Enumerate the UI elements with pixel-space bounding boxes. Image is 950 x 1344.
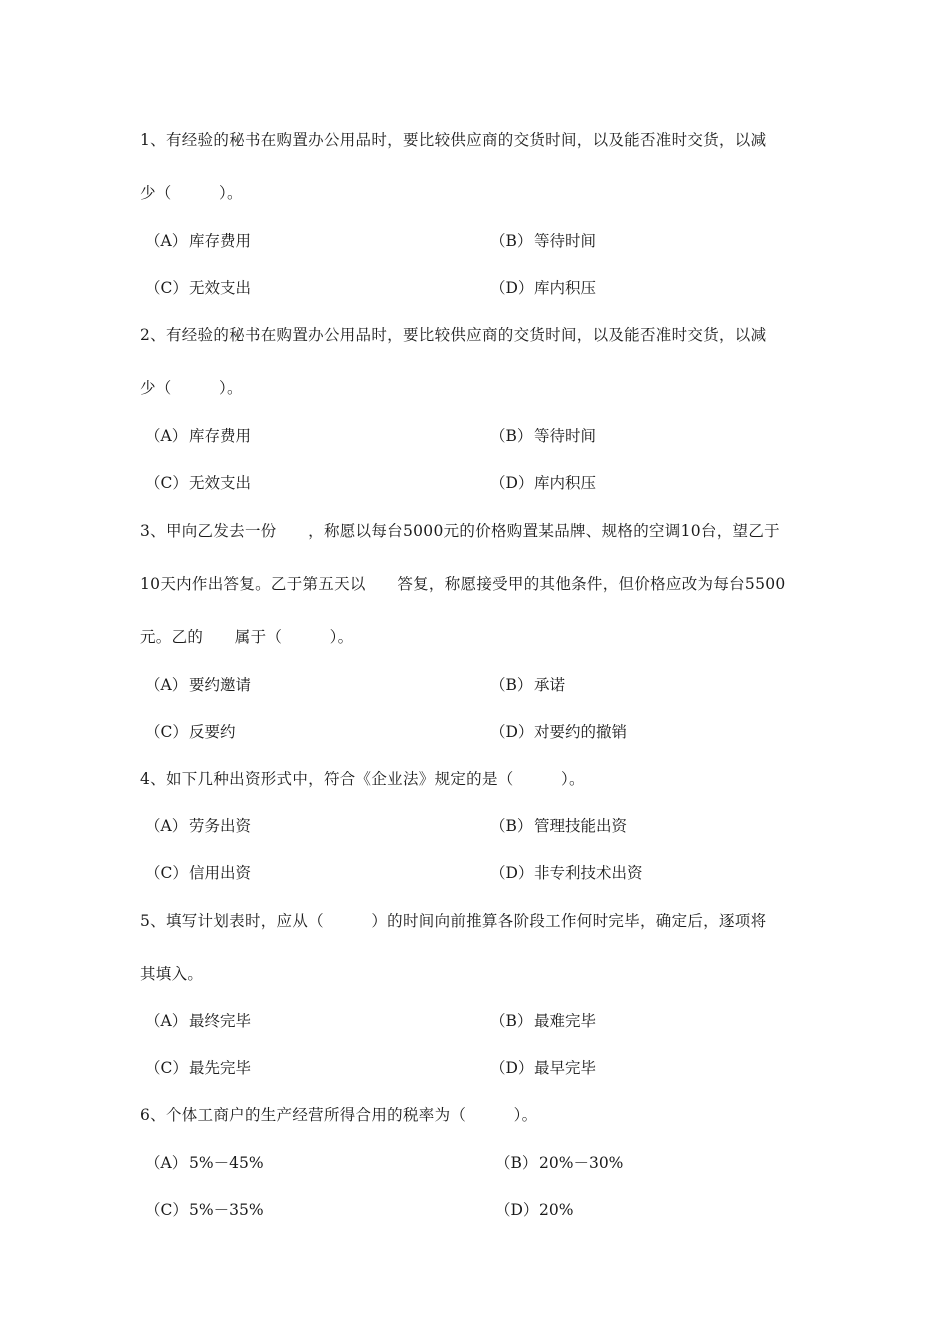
option-label: （D） xyxy=(490,723,534,741)
question-3-line-3: 元。乙的 属于（ ）。 xyxy=(140,628,354,646)
option-text: 无效支出 xyxy=(189,474,252,492)
question-3-option-a xyxy=(145,673,251,695)
option-label: （B） xyxy=(490,232,533,250)
question-6-option-d xyxy=(495,1198,573,1220)
option-label: （D） xyxy=(495,1201,539,1219)
question-2-option-b xyxy=(490,424,596,446)
question-6-option-a xyxy=(145,1151,264,1173)
option-label: （D） xyxy=(490,864,534,882)
question-4-line-1: 4、如下几种出资形式中，符合《企业法》规定的是（ ）。 xyxy=(140,770,585,788)
question-4-option-d xyxy=(490,861,643,883)
option-label: （B） xyxy=(490,676,533,694)
option-text: 库内积压 xyxy=(534,474,597,492)
question-5-option-c xyxy=(145,1056,251,1078)
option-label: （B） xyxy=(490,817,533,835)
option-text: 库内积压 xyxy=(534,279,597,297)
question-5-option-d xyxy=(490,1056,596,1078)
option-label: （B） xyxy=(490,427,533,445)
question-3-line-1: 3、甲向乙发去一份 ，称愿以每台5000元的价格购置某品牌、规格的空调10台，望乙于 xyxy=(140,522,780,540)
question-2-line-2: 少（ ）。 xyxy=(140,379,243,397)
question-1-line-1: 1、有经验的秘书在购置办公用品时，要比较供应商的交货时间，以及能否准时交货，以减 xyxy=(140,131,767,149)
option-text: 劳务出资 xyxy=(189,817,252,835)
question-4-option-a xyxy=(145,814,251,836)
question-5-line-2: 其填入。 xyxy=(140,965,204,983)
question-2-option-d xyxy=(490,471,596,493)
option-label: （B） xyxy=(490,1012,533,1030)
option-label: （C） xyxy=(145,723,188,741)
option-text: 20%－30% xyxy=(539,1154,624,1172)
question-5-option-a xyxy=(145,1009,251,1031)
question-6-line-1: 6、个体工商户的生产经营所得合用的税率为（ ）。 xyxy=(140,1106,538,1124)
question-2-option-c xyxy=(145,471,251,493)
option-label: （A） xyxy=(145,676,188,694)
option-text: 管理技能出资 xyxy=(534,817,628,835)
question-5-option-b xyxy=(490,1009,596,1031)
option-label: （C） xyxy=(145,1201,188,1219)
option-label: （C） xyxy=(145,279,188,297)
option-label: （C） xyxy=(145,1059,188,1077)
option-label: （A） xyxy=(145,1012,188,1030)
question-1-line-2: 少（ ）。 xyxy=(140,184,243,202)
option-text: 承诺 xyxy=(534,676,566,694)
option-label: （C） xyxy=(145,474,188,492)
option-text: 对要约的撤销 xyxy=(534,723,628,741)
option-text: 最先完毕 xyxy=(189,1059,252,1077)
option-text: 5%－35% xyxy=(189,1201,264,1219)
option-label: （A） xyxy=(145,1154,188,1172)
option-text: 无效支出 xyxy=(189,279,252,297)
option-label: （A） xyxy=(145,427,188,445)
question-1-option-c xyxy=(145,276,251,298)
question-1-option-d xyxy=(490,276,596,298)
option-label: （D） xyxy=(490,279,534,297)
option-label: （D） xyxy=(490,474,534,492)
question-6-option-c xyxy=(145,1198,264,1220)
question-4-option-c xyxy=(145,861,251,883)
option-label: （B） xyxy=(495,1154,538,1172)
option-text: 最终完毕 xyxy=(189,1012,252,1030)
option-label: （D） xyxy=(490,1059,534,1077)
question-5-line-1: 5、填写计划表时，应从（ ）的时间向前推算各阶段工作何时完毕，确定后，逐项将 xyxy=(140,912,767,930)
option-text: 等待时间 xyxy=(534,232,597,250)
option-text: 库存费用 xyxy=(189,232,252,250)
option-text: 反要约 xyxy=(189,723,236,741)
question-3-option-b xyxy=(490,673,565,695)
question-1-option-a xyxy=(145,229,251,251)
option-text: 最难完毕 xyxy=(534,1012,597,1030)
question-1-option-b xyxy=(490,229,596,251)
question-2-option-a xyxy=(145,424,251,446)
option-text: 信用出资 xyxy=(189,864,252,882)
option-text: 等待时间 xyxy=(534,427,597,445)
option-label: （A） xyxy=(145,817,188,835)
option-label: （C） xyxy=(145,864,188,882)
option-label: （A） xyxy=(145,232,188,250)
question-2-line-1: 2、有经验的秘书在购置办公用品时，要比较供应商的交货时间，以及能否准时交货，以减 xyxy=(140,326,767,344)
option-text: 非专利技术出资 xyxy=(534,864,643,882)
question-3-line-2: 10天内作出答复。乙于第五天以 答复，称愿接受甲的其他条件，但价格应改为每台5500 xyxy=(140,575,786,593)
question-3-option-d xyxy=(490,720,627,742)
option-text: 5%－45% xyxy=(189,1154,264,1172)
question-3-option-c xyxy=(145,720,236,742)
option-text: 库存费用 xyxy=(189,427,252,445)
option-text: 要约邀请 xyxy=(189,676,252,694)
question-4-option-b xyxy=(490,814,627,836)
option-text: 最早完毕 xyxy=(534,1059,597,1077)
question-6-option-b xyxy=(495,1151,623,1173)
option-text: 20% xyxy=(539,1201,574,1219)
